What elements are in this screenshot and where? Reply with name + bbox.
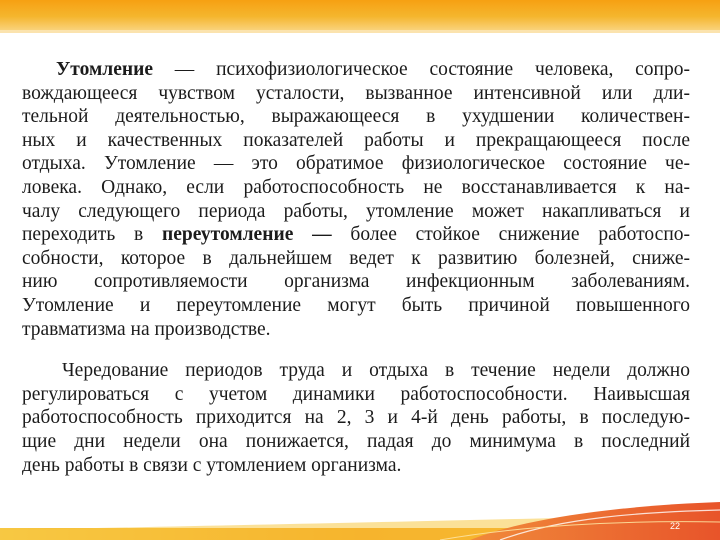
text-line: день работы в связи с утомлением организма. — [22, 454, 402, 476]
text-line: тельной деятельностью, выражающееся в ухудшении количествен- — [22, 106, 690, 128]
text-span: переходить в — [22, 224, 162, 246]
text-line: нию сопротивляемости организма инфекционным заболеваниям. — [22, 271, 690, 293]
term-overfatigue: переутомление — — [161, 224, 332, 246]
text-line: регулироваться с учетом динамики работоспособности. Наивысшая — [22, 383, 690, 405]
text-line: ловека. Однако, если работоспособность не восстанавливается к на- — [22, 176, 690, 198]
text-line: работоспособность приходится на 2, 3 и 4-й день работы, в последую- — [22, 407, 690, 429]
page-number: 22 — [669, 521, 680, 531]
text-line: щие дни недели она понижается, падая до минимума в последний — [22, 430, 690, 452]
paragraph-fatigue-definition — [22, 58, 690, 341]
text-span: — психофизиологическое состояние человека, сопро- — [153, 59, 690, 80]
top-decorative-bar — [0, 0, 720, 30]
text-line: травматизма на производстве. — [22, 318, 271, 340]
paragraph-work-rest-schedule — [22, 359, 690, 477]
text-span: более стойкое снижение работоспо- — [331, 224, 690, 246]
footer-decoration — [0, 500, 720, 540]
text-line: чалу следующего периода работы, утомление может накапливаться и — [22, 200, 690, 222]
text-line — [22, 223, 690, 247]
text-line: ных и качественных показателей работы и прекращающееся после — [22, 129, 690, 151]
text-line: отдыха. Утомление — это обратимое физиологическое состояние че- — [22, 153, 690, 175]
top-decorative-line — [0, 30, 720, 33]
text-line: собности, которое в дальнейшем ведет к развитию болезней, сниже- — [22, 247, 690, 269]
slide-content — [22, 58, 690, 477]
text-line: Чередование периодов труда и отдыха в течение недели должно — [62, 360, 690, 382]
text-line: Утомление и переутомление могут быть причиной повышенного — [22, 294, 690, 316]
text-line — [22, 58, 690, 82]
text-line: вождающееся чувством усталости, вызванное интенсивной или дли- — [22, 82, 690, 104]
footer-swoosh — [0, 500, 720, 540]
term-fatigue: Утомление — [56, 59, 154, 80]
